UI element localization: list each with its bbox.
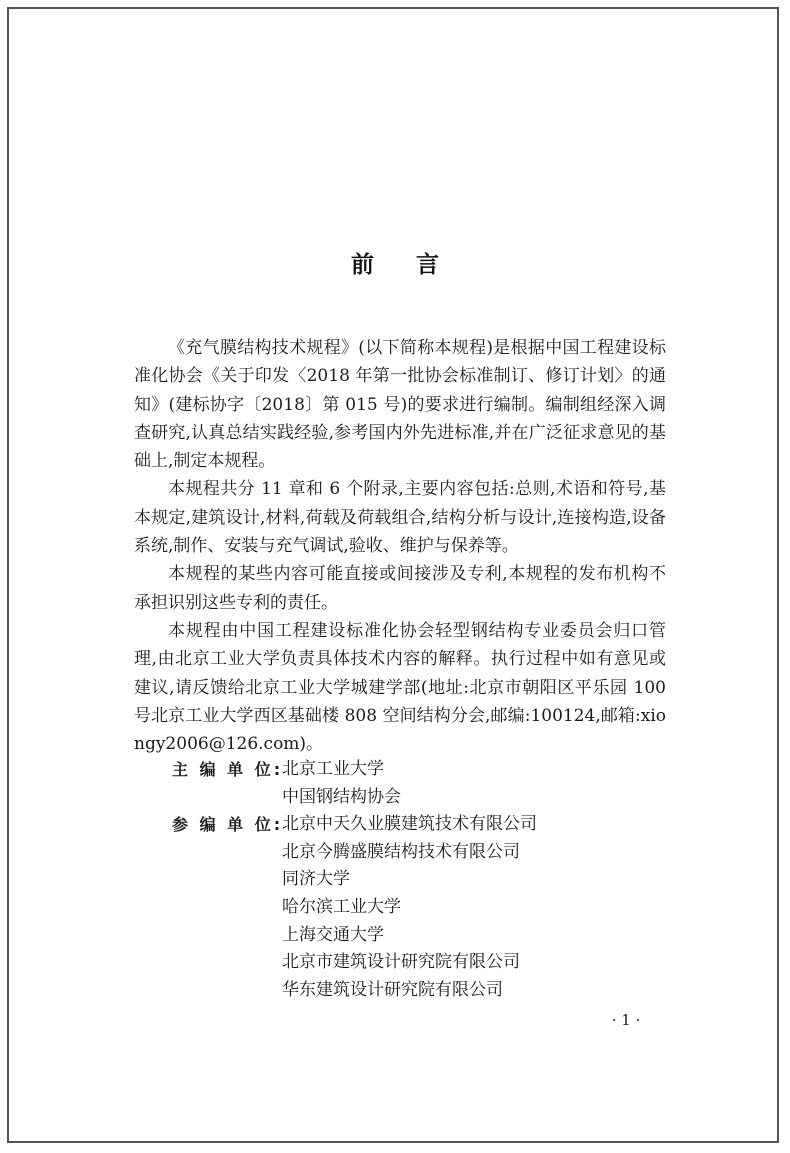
chief-editor-unit: 北京工业大学	[282, 759, 384, 779]
page-title	[0, 249, 790, 281]
paragraph-compilation-basis: 《充气膜结构技术规程》(以下简称本规程)是根据中国工程建设标准化协会《关于印发〈2018 年第一批协会标准制订、修订计划〉的通知》(建标协字〔2018〕第 015 号)的要求进行编制。编制组经深入调查研究,认真总结实践经验,参考国内外先进标准,并在广泛征求意见的基础上,制定本规程。	[134, 338, 666, 472]
preface-body	[134, 334, 666, 758]
participating-unit: 北京市建筑设计研究院有限公司	[282, 952, 520, 973]
page-title-right: 言	[416, 252, 439, 278]
paragraph-patent-notice: 本规程的某些内容可能直接或间接涉及专利,本规程的发布机构不承担识别这些专利的责任。	[134, 564, 666, 613]
paragraph-management: 本规程由中国工程建设标准化协会轻型钢结构专业委员会归口管理,由北京工业大学负责具体技术内容的解释。执行过程中如有意见或建议,请反馈给北京工业大学城建学部(地址:北京市朝阳区平乐园 100 号北京工业大学西区基础楼 808 空间结构分会,邮编:100124,邮箱:xiongy2006@126.com)。	[134, 620, 666, 755]
participating-row	[134, 811, 666, 1004]
participating-unit: 同济大学	[282, 869, 350, 890]
organizations-section	[134, 756, 666, 1004]
chief-editor-unit: 中国钢结构协会	[282, 786, 401, 807]
chief-editor-list	[282, 756, 401, 811]
page-title-left: 前	[351, 252, 374, 278]
participating-unit: 北京中天久业膜建筑技术有限公司	[282, 814, 537, 835]
chief-editor-label: 主 编 单 位:	[172, 760, 284, 779]
participating-unit: 北京今腾盛膜结构技术有限公司	[282, 841, 520, 862]
participating-label: 参 编 单 位:	[172, 815, 284, 835]
chief-editor-row	[134, 756, 666, 811]
page-number: · 1 ·	[611, 1011, 641, 1029]
participating-unit: 哈尔滨工业大学	[282, 896, 401, 917]
paragraph-contents: 本规程共分 11 章和 6 个附录,主要内容包括:总则,术语和符号,基本规定,建筑设计,材料,荷载及荷载组合,结构分析与设计,连接构造,设备系统,制作、安装与充气调试,验收、维护与保养等。	[134, 479, 666, 557]
participating-unit: 华东建筑设计研究院有限公司	[282, 979, 503, 1000]
participating-unit: 上海交通大学	[282, 924, 384, 945]
participating-list	[282, 811, 537, 1004]
